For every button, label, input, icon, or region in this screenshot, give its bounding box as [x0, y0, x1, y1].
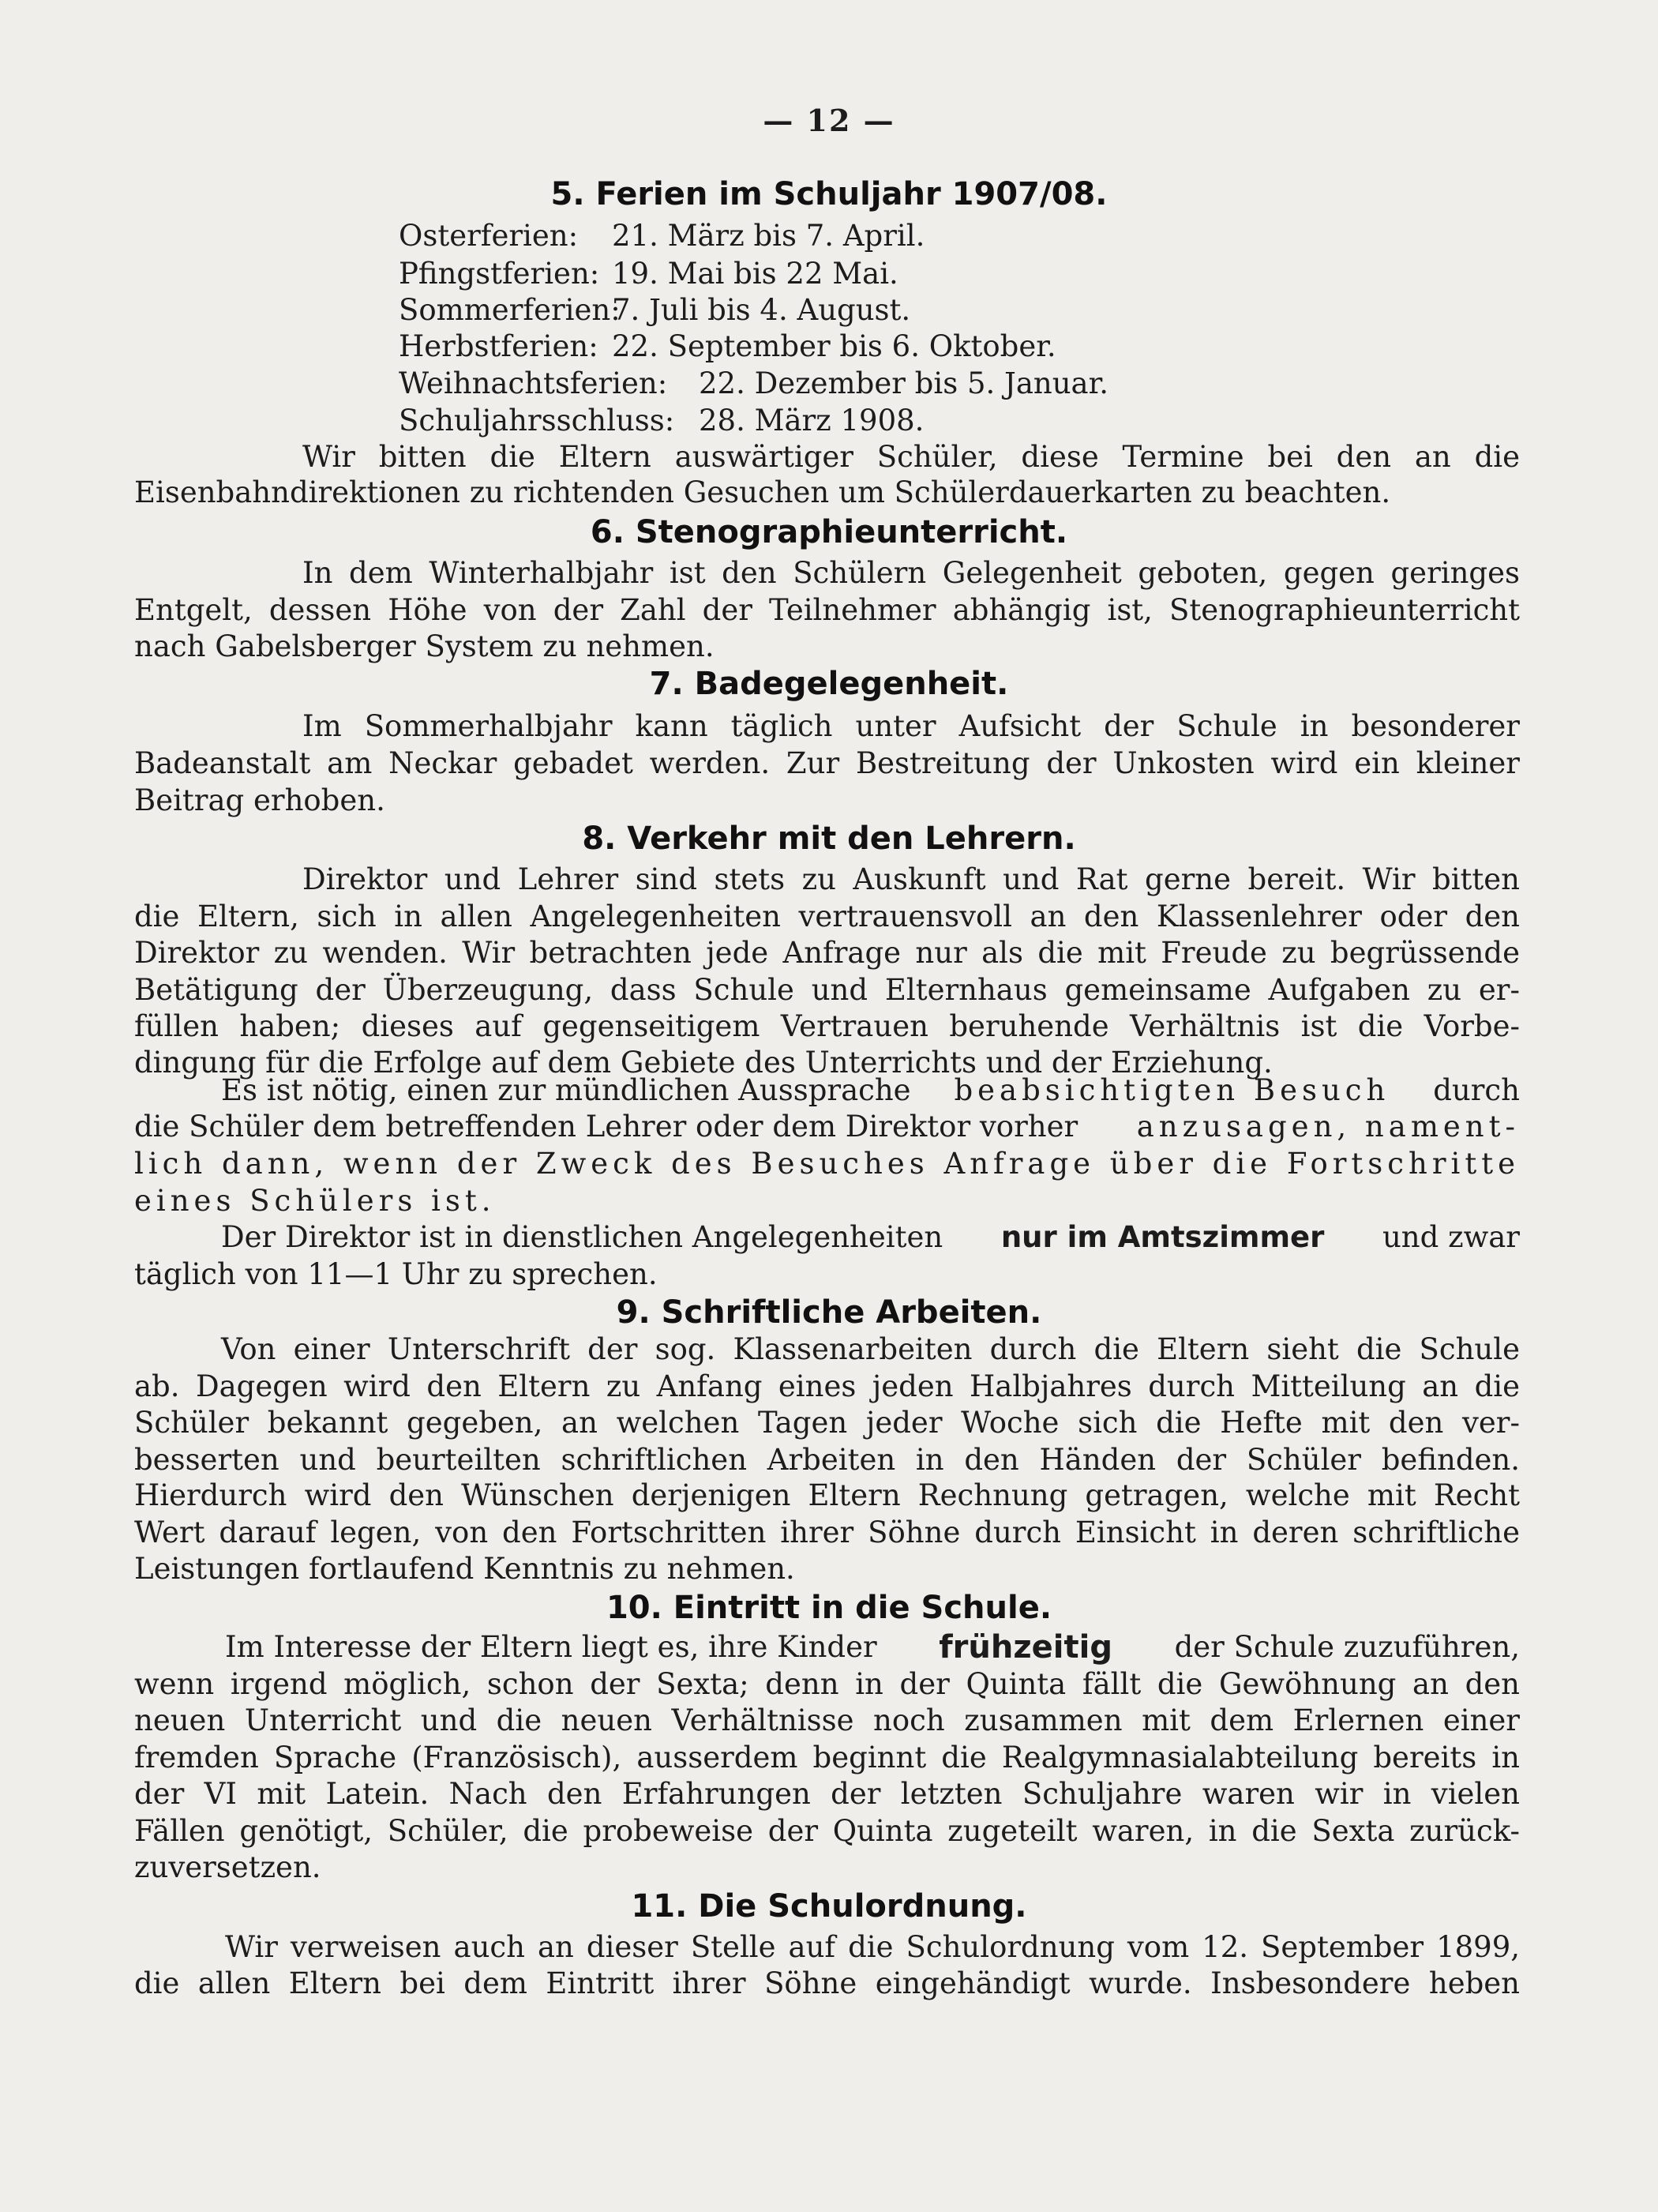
- text-line: Von einer Unterschrift der sog. Klassenarbeiten durch die Eltern sieht die Schule: [221, 1332, 1520, 1366]
- text-line: fremden Sprache (Französisch), ausserdem beginnt die Realgymnasialabteilung bereits in: [134, 1741, 1520, 1774]
- section-8-heading: 8. Verkehr mit den Lehrern.: [582, 821, 1076, 857]
- ferien-label: Weihnachtsferien:: [399, 366, 668, 400]
- section-6-heading: 6. Stenographieunterricht.: [590, 514, 1068, 550]
- text-line: besserten und beurteilten schriftlichen Arbeiten in den Händen der Schüler befinden.: [134, 1443, 1520, 1477]
- ferien-label: Osterferien:: [399, 219, 579, 253]
- emphasized-text: anzusagen, nament-: [1136, 1110, 1520, 1144]
- text-line: dingung für die Erfolge auf dem Gebiete des Unterrichts und der Erziehung.: [134, 1046, 1273, 1080]
- ferien-value: 7. Juli bis 4. August.: [612, 293, 911, 327]
- text-line: füllen haben; dieses auf gegenseitigem Vertrauen beruhende Verhältnis ist die Vorbe-: [134, 1009, 1520, 1043]
- text-line: die allen Eltern bei dem Eintritt ihrer Söhne eingehändigt wurde. Insbesondere heben: [134, 1966, 1520, 2000]
- section-11-heading: 11. Die Schulordnung.: [631, 1888, 1027, 1925]
- text-line: Fällen genötigt, Schüler, die probeweise der Quinta zugeteilt waren, in die Sexta zurück-: [134, 1814, 1520, 1848]
- text-line: täglich von 11—1 Uhr zu sprechen.: [134, 1257, 658, 1291]
- text-line: Wir bitten die Eltern auswärtiger Schüler, diese Termine bei den an die: [302, 440, 1520, 474]
- text-line: [221, 1219, 1520, 1256]
- text-line: Wir verweisen auch an dieser Stelle auf die Schulordnung vom 12. September 1899,: [225, 1930, 1520, 1964]
- text-line: zuversetzen.: [134, 1850, 321, 1884]
- text-segment: die Schüler dem betreffenden Lehrer oder dem Direktor vorher: [134, 1110, 1078, 1144]
- text-line: Beitrag erhoben.: [134, 783, 385, 817]
- text-line: Leistungen fortlaufend Kenntnis zu nehmen.: [134, 1552, 795, 1586]
- text-segment: durch: [1433, 1073, 1520, 1107]
- text-line: Wert darauf legen, von den Fortschritten ihrer Söhne durch Einsicht in deren schriftliche: [134, 1515, 1520, 1549]
- ferien-value: 19. Mai bis 22 Mai.: [612, 257, 898, 291]
- text-segment: Im Interesse der Eltern liegt es, ihre Kinder: [225, 1630, 877, 1664]
- text-line: Direktor und Lehrer sind stets zu Auskunft und Rat gerne bereit. Wir bitten: [302, 862, 1520, 896]
- text-line: Direktor zu wenden. Wir betrachten jede Anfrage nur als die mit Freude zu begrüssende: [134, 936, 1520, 970]
- emphasized-line: eines Schülers ist.: [134, 1184, 496, 1218]
- text-line: ab. Dagegen wird den Eltern zu Anfang eines jeden Halbjahres durch Mitteilung an die: [134, 1369, 1520, 1403]
- text-segment: Es ist nötig, einen zur mündlichen Aussprache: [221, 1073, 911, 1107]
- text-line: Schüler bekannt gegeben, an welchen Tagen jeder Woche sich die Hefte mit den ver-: [134, 1406, 1520, 1440]
- text-line: die Eltern, sich in allen Angelegenheiten vertrauensvoll an den Klassenlehrer oder den: [134, 899, 1520, 933]
- page-number: — 12 —: [763, 103, 895, 138]
- section-9-heading: 9. Schriftliche Arbeiten.: [616, 1294, 1042, 1331]
- text-segment: und zwar: [1382, 1220, 1520, 1254]
- section-5-heading: 5. Ferien im Schuljahr 1907/08.: [550, 176, 1108, 212]
- text-line: Betätigung der Überzeugung, dass Schule und Elternhaus gemeinsame Aufgaben zu er-: [134, 973, 1520, 1007]
- text-line: Entgelt, dessen Höhe von der Zahl der Teilnehmer abhängig ist, Stenographieunterricht: [134, 593, 1520, 627]
- text-line: Im Sommerhalbjahr kann täglich unter Aufsicht der Schule in besonderer: [302, 709, 1520, 743]
- ferien-value: 21. März bis 7. April.: [612, 219, 925, 253]
- section-10-heading: 10. Eintritt in die Schule.: [606, 1590, 1052, 1626]
- emphasized-line: lich dann, wenn der Zweck des Besuches Anfrage über die Fortschritte: [134, 1147, 1520, 1181]
- ferien-label: Herbstferien:: [399, 329, 598, 363]
- ferien-label: Schuljahrsschluss:: [399, 404, 675, 438]
- ferien-value: 22. September bis 6. Oktober.: [612, 329, 1056, 363]
- ferien-label: Pfingstferien:: [399, 257, 600, 291]
- emphasized-text: nur im Amtszimmer: [1000, 1220, 1325, 1254]
- text-line: Hierdurch wird den Wünschen derjenigen Eltern Rechnung getragen, welche mit Recht: [134, 1478, 1520, 1512]
- ferien-label: Sommerferien:: [399, 293, 621, 327]
- text-line: [134, 1108, 1520, 1146]
- text-segment: der Schule zuzuführen,: [1174, 1630, 1520, 1664]
- text-line: wenn irgend möglich, schon der Sexta; denn in der Quinta fällt die Gewöhnung an den: [134, 1667, 1520, 1701]
- ferien-value: 28. März 1908.: [699, 404, 925, 438]
- section-7-heading: 7. Badegelegenheit.: [649, 666, 1009, 702]
- emphasized-text: beabsichtigten Besuch: [954, 1073, 1390, 1107]
- emphasized-text: frühzeitig: [939, 1629, 1112, 1666]
- text-line: der VI mit Latein. Nach den Erfahrungen der letzten Schuljahre waren wir in vielen: [134, 1777, 1520, 1811]
- text-line: Eisenbahndirektionen zu richtenden Gesuchen um Schülerdauerkarten zu beachten.: [134, 475, 1391, 509]
- text-line: nach Gabelsberger System zu nehmen.: [134, 629, 715, 663]
- text-line: Badeanstalt am Neckar gebadet werden. Zur Bestreitung der Unkosten wird ein kleiner: [134, 746, 1520, 780]
- ferien-value: 22. Dezember bis 5. Januar.: [699, 366, 1108, 400]
- text-line: [225, 1628, 1520, 1666]
- text-line: [221, 1072, 1520, 1110]
- text-segment: Der Direktor ist in dienstlichen Angelegenheiten: [221, 1220, 943, 1254]
- text-line: neuen Unterricht und die neuen Verhältnisse noch zusammen mit dem Erlernen einer: [134, 1703, 1520, 1737]
- text-line: In dem Winterhalbjahr ist den Schülern Gelegenheit geboten, gegen geringes: [302, 556, 1520, 590]
